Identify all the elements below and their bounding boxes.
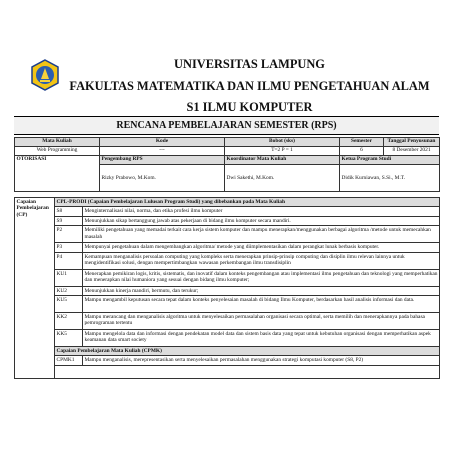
- cp-text: Mampu mengelola data dan informasi dengan pendekatan model data dan sistem basis data yang tepat untuk kebutuhan organisasi dengan memperhatikan aspek keamanan data smart society: [83, 330, 440, 347]
- program-name: S1 ILMU KOMPUTER: [186, 100, 313, 114]
- cp-label: Capaian Pembelajaran (CP): [15, 198, 55, 379]
- table-row: [15, 269, 440, 286]
- table-row: [15, 286, 440, 295]
- cp-code: S9: [55, 216, 83, 225]
- cp-text: Mempunyai pengetahuan dalam mengembangkan algoritma/ metode yang diimplementasikan dalam perangkat lunak berbasis komputer.: [83, 243, 440, 252]
- document-title: RENCANA PEMBELAJARAN SEMESTER (RPS): [14, 116, 439, 135]
- cp-text: Mampu mengambil keputusan secara tepat dalam konteks penyelesaian masalah di bidang Ilmu Komputer, berdasarkan hasil analisis informasi dan data.: [83, 296, 440, 313]
- cpmk-code: CPMK1: [55, 356, 83, 365]
- faculty-name: FAKULTAS MATEMATIKA DAN ILMU PENGETAHUAN ALAM: [69, 79, 430, 93]
- cp-code: KK5: [55, 330, 83, 347]
- cp-text: Mampu merancang dan menganalisis algoritma untuk menyelesaikan permasalahan organisasi secara optimal, serta memilih dan menerapkannya pada bahasa pemrograman tertentu: [83, 313, 440, 330]
- col-label-date: Tanggal Penyusunan: [384, 138, 440, 147]
- table-row: [15, 296, 440, 313]
- col-label-code: Kode: [100, 138, 225, 147]
- empty-row: [55, 365, 440, 378]
- table-row: [15, 330, 440, 347]
- table-row: [15, 252, 440, 269]
- university-name: UNIVERSITAS LAMPUNG: [174, 57, 325, 71]
- table-row: [15, 226, 440, 243]
- cp-code: P2: [55, 226, 83, 243]
- table-row: [15, 216, 440, 225]
- course-semester: 6: [340, 147, 384, 156]
- col-label-course: Mata Kuliah: [15, 138, 100, 147]
- cp-text: Kemampuan menganalisis persoalan computing yang kompleks serta menerapkan prinsip-prinsip computing dan disiplin ilmu relevan lainnya untuk mengidentifikasi solusi, dengan mempertimbangkan wawasan perkembangan ilmu transdisiplin: [83, 252, 440, 269]
- role-developer: Pengembang RPS: [100, 156, 225, 165]
- table-row: [15, 207, 440, 216]
- table-row: [15, 243, 440, 252]
- learning-outcomes-table: [14, 197, 440, 379]
- university-logo: [29, 59, 61, 91]
- cpmk-text: Mampu menganalisis, merepresentasikan serta menyelesaikan permasalahan menggunakan strategi komputasi komputer (S8, P2): [83, 356, 440, 365]
- cp-text: Menunjukkan sikap bertanggung jawab atas pekerjaan di bidang ilmu komputer secara mandiri.: [83, 216, 440, 225]
- course-info-table: [14, 137, 440, 192]
- cp-text: Menunjukkan kinerja mandiri, bermutu, dan terukur;: [83, 286, 440, 295]
- cpl-prodi-title: CPL-PRODI (Capaian Pembelajaran Lulusan Program Studi) yang dibebankan pada Mata Kuliah: [55, 198, 440, 207]
- col-label-semester: Semester: [340, 138, 384, 147]
- course-credits: T=2 P = 1: [225, 147, 340, 156]
- cp-code: KK2: [55, 313, 83, 330]
- course-code: ---: [100, 147, 225, 156]
- cp-text: Menginternalisasi nilai, norma, dan etika profesi ilmu komputer: [83, 207, 440, 216]
- name-head: Didik Kurniawan, S.Si., M.T.: [340, 165, 440, 192]
- cpmk-title: Capaian Pembelajaran Mata Kuliah (CPMK): [55, 347, 440, 356]
- cp-code: P4: [55, 252, 83, 269]
- course-name: Web Programming: [15, 147, 100, 156]
- table-row: [15, 356, 440, 365]
- cp-text: Menerapkan pemikiran logis, kritis, sistematis, dan inovatif dalam konteks pengembangan atau implementasi ilmu pengetahuan dan teknologi yang memperhatikan dan menerapkan nilai humaniora yang sesuai dengan bidang ilmu komputer;: [83, 269, 440, 286]
- col-label-credits: Bobot (sks): [225, 138, 340, 147]
- cp-code: KU5: [55, 296, 83, 313]
- role-coordinator: Koordinator Mata Kuliah: [225, 156, 340, 165]
- name-developer: Rizky Prabowo, M.Kom.: [100, 165, 225, 192]
- cp-code: S8: [55, 207, 83, 216]
- otorisasi-label: OTORISASI: [15, 156, 100, 192]
- course-date: 8 Desember 2021: [384, 147, 440, 156]
- cp-code: KU2: [55, 286, 83, 295]
- cp-code: KU1: [55, 269, 83, 286]
- table-row: [15, 313, 440, 330]
- role-head: Ketua Program Studi: [340, 156, 440, 165]
- name-coordinator: Dwi Sakethi, M.Kom.: [225, 165, 340, 192]
- cp-code: P3: [55, 243, 83, 252]
- cp-text: Memiliki pengetahuan yang memadai terkait cara kerja sistem komputer dan mampu menerapkan/menggunakan berbagai algoritma /metode untuk memecahkan masalah: [83, 226, 440, 243]
